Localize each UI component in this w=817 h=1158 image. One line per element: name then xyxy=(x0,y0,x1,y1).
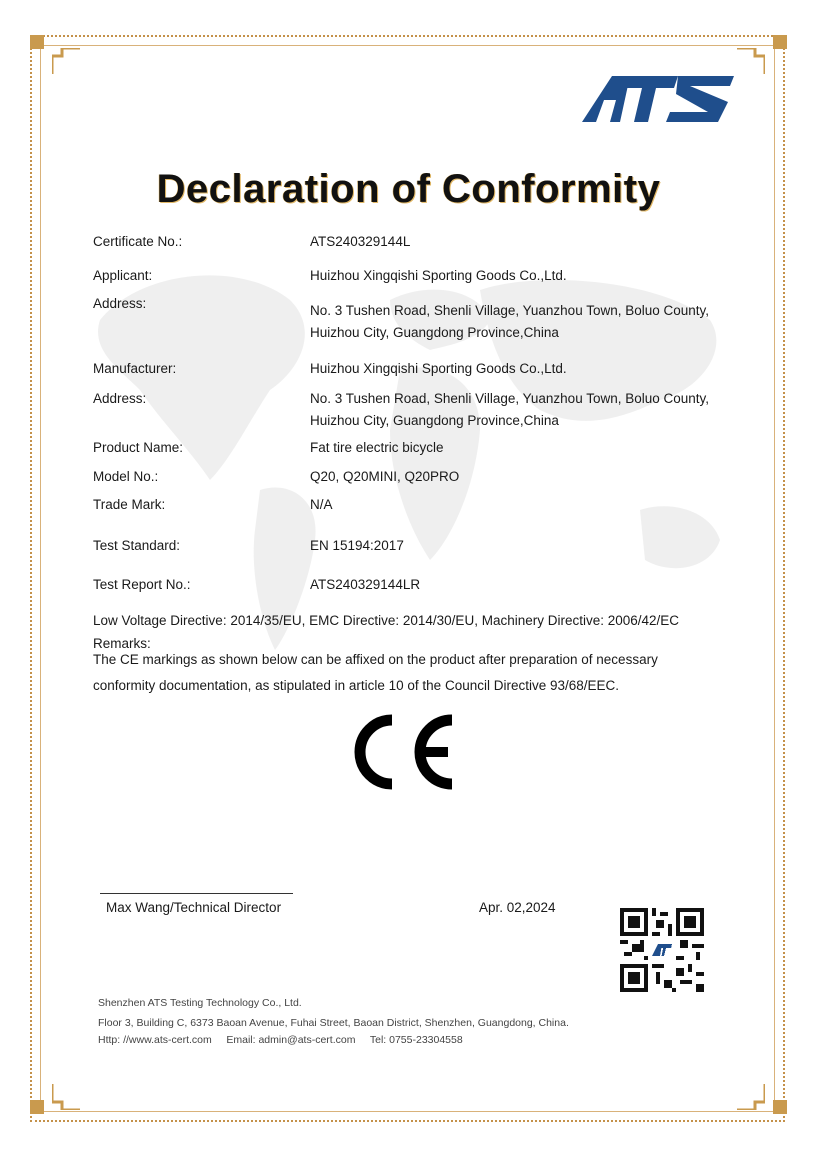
directives-text: Low Voltage Directive: 2014/35/EU, EMC Directive: 2014/30/EU, Machinery Directive: 2006/42/EC xyxy=(93,613,680,628)
test-standard-label: Test Standard: xyxy=(93,538,181,553)
test-report-no-label: Test Report No.: xyxy=(93,577,191,592)
footer-address: Floor 3, Building C, 6373 Baoan Avenue, Fuhai Street, Baoan District, Shenzhen, Guangdong, China. xyxy=(98,1017,569,1029)
signature-line xyxy=(100,893,293,894)
manufacturer-label: Manufacturer: xyxy=(93,361,177,376)
manufacturer-value: Huizhou Xingqishi Sporting Goods Co.,Ltd. xyxy=(310,361,567,376)
remarks-line-1: The CE markings as shown below can be affixed on the product after preparation of necessary xyxy=(93,652,658,667)
manufacturer-address-label: Address: xyxy=(93,391,147,406)
test-standard-value: EN 15194:2017 xyxy=(310,538,404,553)
footer-company: Shenzhen ATS Testing Technology Co., Ltd. xyxy=(98,997,302,1009)
certificate-no-value: ATS240329144L xyxy=(310,234,411,249)
product-name-value: Fat tire electric bicycle xyxy=(310,440,444,455)
manufacturer-address-value: No. 3 Tushen Road, Shenli Village, Yuanzhou Town, Boluo County, Huizhou City, Guangdong Province,China xyxy=(310,391,710,428)
test-report-no-value: ATS240329144LR xyxy=(310,577,421,592)
applicant-address-label: Address: xyxy=(93,296,147,311)
remarks-label: Remarks: xyxy=(93,636,151,651)
ats-logo xyxy=(578,70,738,128)
issue-date: Apr. 02,2024 xyxy=(479,900,556,915)
product-name-label: Product Name: xyxy=(93,440,184,455)
model-no-label: Model No.: xyxy=(93,469,159,484)
applicant-address-value: No. 3 Tushen Road, Shenli Village, Yuanzhou Town, Boluo County, Huizhou City, Guangdong Province,China xyxy=(310,303,710,340)
applicant-value: Huizhou Xingqishi Sporting Goods Co.,Ltd. xyxy=(310,268,567,283)
signatory-name: Max Wang/Technical Director xyxy=(106,900,282,915)
ce-mark-icon xyxy=(348,710,460,794)
trade-mark-value: N/A xyxy=(310,497,333,512)
trade-mark-label: Trade Mark: xyxy=(93,497,166,512)
footer-contact: Http: //www.ats-cert.com Email: admin@ats-cert.com Tel: 0755-23304558 xyxy=(98,1034,463,1046)
applicant-label: Applicant: xyxy=(93,268,153,283)
model-no-value: Q20, Q20MINI, Q20PRO xyxy=(310,469,460,484)
page-title: Declaration of Conformity xyxy=(156,167,661,211)
remarks-line-2: conformity documentation, as stipulated in article 10 of the Council Directive 93/68/EEC. xyxy=(93,678,620,693)
qr-code xyxy=(620,908,704,992)
certificate-no-label: Certificate No.: xyxy=(93,234,183,249)
